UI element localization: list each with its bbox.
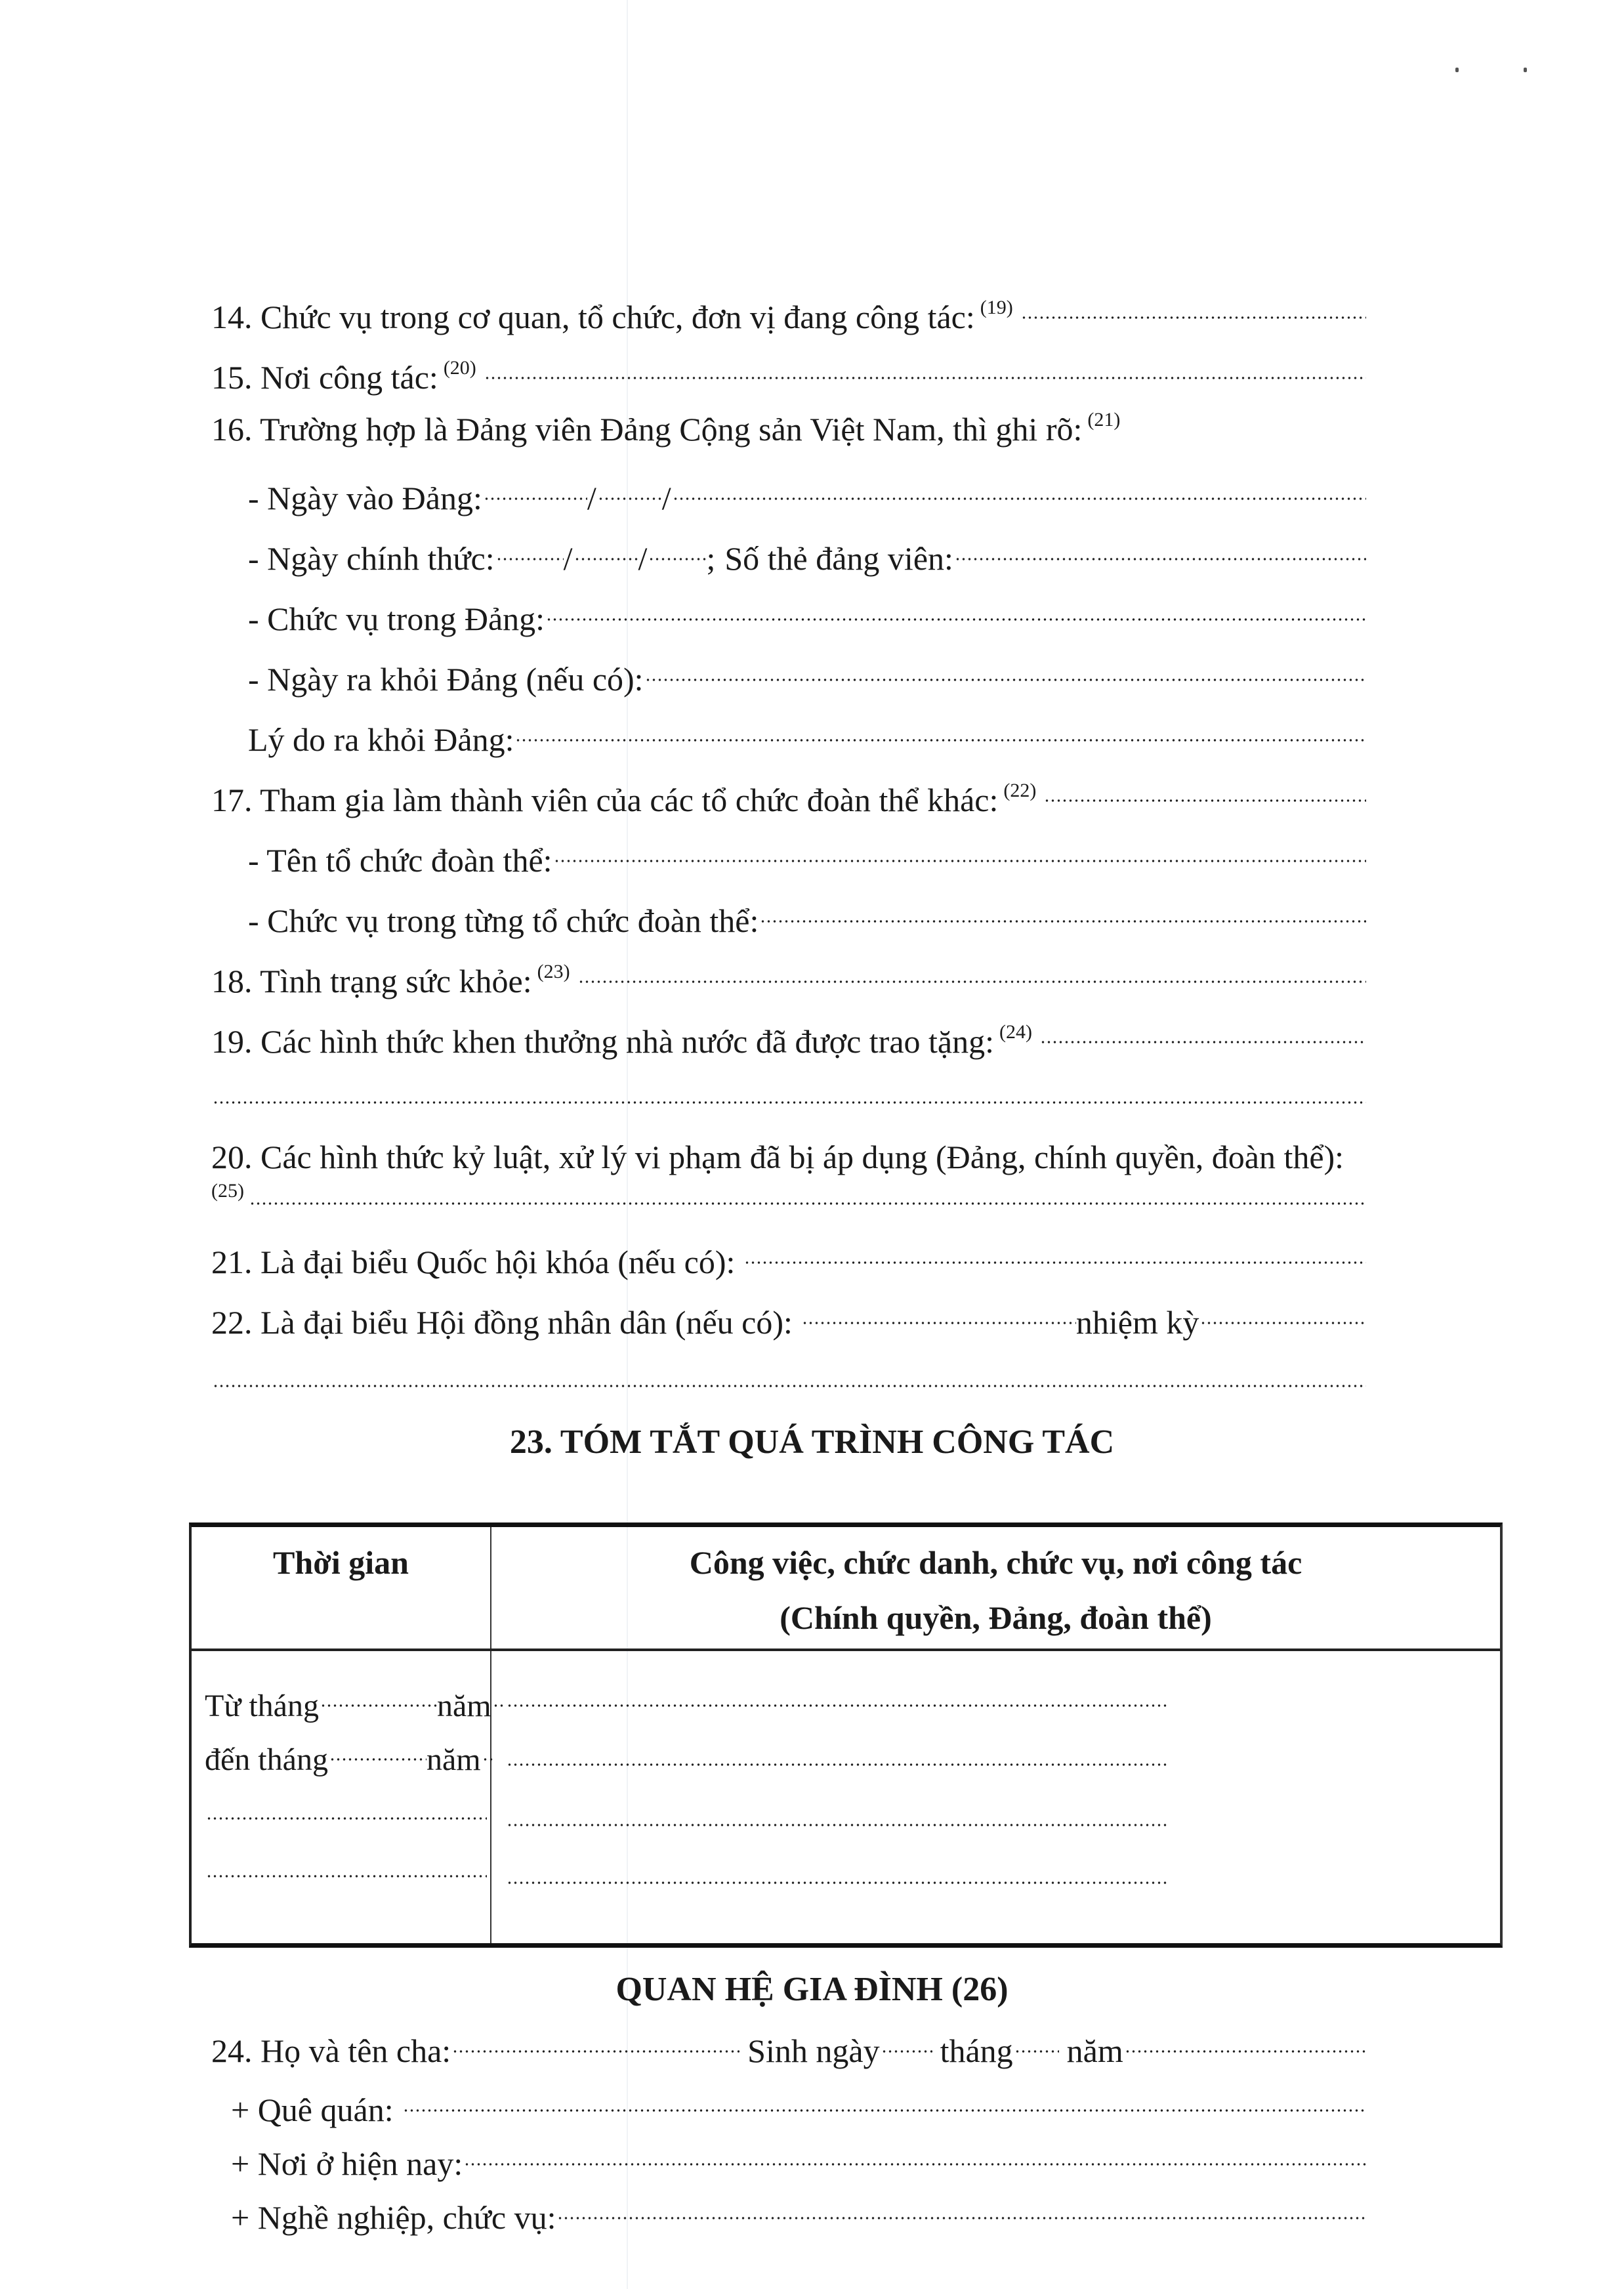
fill-line[interactable] [211,1074,1366,1113]
fill-line[interactable] [205,1847,487,1887]
fill-line[interactable] [505,1736,1168,1775]
fill-line[interactable] [505,1796,1168,1836]
field-17-org-position [248,892,1366,939]
field-24-hometown [231,2082,1366,2128]
field-label: 21. Là đại biểu Quốc hội khóa (nếu có): [211,1244,736,1280]
field-22-continued [211,1357,1366,1396]
field-20-discipline [211,1137,1366,1177]
fill-father-name[interactable] [451,2023,739,2062]
fill-line[interactable] [759,892,1366,932]
field-label: 18. Tình trạng sức khỏe: [211,963,532,999]
field-label: tháng [940,2032,1013,2069]
section-title-work-history: 23. TÓM TẮT QUÁ TRÌNH CÔNG TÁC [509,1423,1115,1461]
footnote-ref: (24) [999,1021,1032,1043]
field-label: + Nghề nghiệp, chức vụ: [231,2199,556,2236]
fill-line[interactable] [514,711,1366,751]
column-header-work: Công việc, chức danh, chức vụ, nơi công tác [689,1544,1302,1581]
fill-line[interactable] [483,349,1366,388]
field-16-leave-date [248,651,1366,698]
field-14-position [211,289,1366,335]
field-label: - Chức vụ trong từng tổ chức đoàn thể: [248,902,759,939]
field-19-awards [211,1013,1366,1060]
field-21-national-assembly [211,1234,1366,1280]
field-18-health [211,953,1366,999]
field-label: - Chức vụ trong Đảng: [248,600,545,637]
field-label: 22. Là đại biểu Hội đồng nhân dân (nếu có): [211,1304,793,1341]
field-16-leave-reason [248,711,1366,758]
field-24-father [211,2023,1366,2069]
fill-line[interactable] [556,2189,1366,2229]
field-label: nhiệm kỳ [1075,1304,1199,1341]
fill-day[interactable] [495,530,564,570]
fill-line[interactable] [505,1677,1168,1716]
scan-speck [1455,68,1459,72]
field-label: năm [1066,2032,1123,2069]
fill-line[interactable] [248,1175,1366,1214]
fill-year[interactable] [671,470,1366,509]
row-work-blank [505,1736,1168,1775]
fill-line[interactable] [1039,1013,1366,1053]
fill-month[interactable] [573,530,638,570]
field-16-join-date [248,470,1366,516]
fill-month[interactable] [596,470,662,509]
field-label: Sinh ngày [747,2032,880,2069]
column-header-time: Thời gian [273,1544,409,1581]
field-16-party-member [211,410,1366,449]
date-separator: / [638,540,648,577]
field-label: 24. Họ và tên cha: [211,2032,451,2069]
date-separator: / [563,540,573,577]
field-label: + Nơi ở hiện nay: [231,2145,463,2182]
field-19-awards-continued [211,1074,1366,1113]
field-label: - Ngày vào Đảng: [248,480,482,516]
field-label: - Tên tổ chức đoàn thể: [248,842,552,879]
footnote-ref: (22) [1003,780,1037,801]
fill-day[interactable] [880,2023,932,2062]
footnote-ref: (25) [211,1180,244,1202]
fill-month[interactable] [1013,2023,1059,2062]
field-label: 20. Các hình thức kỷ luật, xử lý vi phạm đã bị áp dụng (Đảng, chính quyền, đoàn thể): [211,1139,1344,1175]
field-label: - Ngày ra khỏi Đảng (nếu có): [248,661,644,698]
header-divider [192,1648,1500,1651]
field-15-workplace [211,349,1366,396]
footnote-ref: (19) [980,297,1013,318]
field-label: 14. Chức vụ trong cơ quan, tổ chức, đơn vị đang công tác: [211,299,975,335]
date-separator: / [661,480,671,516]
fill-card-number[interactable] [953,530,1366,570]
fill-month[interactable] [328,1731,427,1770]
field-22-peoples-council [211,1294,1366,1341]
scan-speck [1524,68,1527,72]
fill-year[interactable] [647,530,706,570]
field-label: Số thẻ đảng viên: [724,540,953,577]
field-16-party-position [248,591,1366,637]
field-label: 17. Tham gia làm thành viên của các tổ chức đoàn thể khác: [211,782,999,818]
fill-line[interactable] [545,591,1366,630]
field-label: 15. Nơi công tác: [211,359,438,396]
fill-month[interactable] [319,1677,437,1716]
field-label: + Quê quán: [231,2091,394,2128]
row-work-blank [505,1854,1168,1893]
field-17-organizations [211,772,1366,818]
fill-year[interactable] [1123,2023,1366,2062]
separator: ; [706,540,716,577]
column-header-work-sub: (Chính quyền, Đảng, đoàn thể) [780,1599,1212,1636]
fill-line[interactable] [402,2082,1366,2121]
footnote-ref: (23) [537,961,570,982]
row-time-blank [205,1790,487,1829]
work-history-table [189,1522,1503,1948]
row-from [205,1677,491,1726]
fill-line[interactable] [743,1234,1366,1273]
cell-label: năm [436,1689,491,1723]
field-label: - Ngày chính thức: [248,540,495,577]
field-16-official-date [248,530,1366,577]
fill-line[interactable] [1043,772,1366,811]
field-24-occupation [231,2189,1366,2236]
fill-line[interactable] [463,2135,1366,2175]
cell-label: Từ tháng [205,1689,319,1723]
fill-line[interactable] [211,1357,1366,1396]
footnote-ref: (21) [1087,409,1121,430]
fill-line[interactable] [552,832,1366,872]
field-24-residence [231,2135,1366,2182]
row-work-blank [505,1796,1168,1836]
fill-term[interactable] [1199,1294,1366,1334]
cell-label: năm [426,1742,481,1777]
row-to [205,1731,480,1780]
field-label: 16. Trường hợp là Đảng viên Đảng Cộng sản Việt Nam, thì ghi rõ: [211,411,1083,448]
cell-label: đến tháng [205,1742,328,1777]
footnote-ref: (20) [443,357,476,379]
field-20-discipline-fill [211,1175,1366,1214]
field-label: 19. Các hình thức khen thưởng nhà nước đã được trao tặng: [211,1023,994,1060]
fill-line[interactable] [577,953,1366,992]
fill-year[interactable] [491,1677,505,1716]
row-work-blank [505,1677,1168,1716]
fill-line[interactable] [205,1790,487,1829]
field-17-org-name [248,832,1366,879]
fill-line[interactable] [505,1854,1168,1893]
fill-council[interactable] [801,1294,1076,1334]
section-title-family: QUAN HỆ GIA ĐÌNH (26) [615,1971,1009,2008]
fill-line[interactable] [644,651,1366,690]
field-label: Lý do ra khỏi Đảng: [248,721,514,758]
fill-day[interactable] [482,470,587,509]
date-separator: / [587,480,596,516]
row-time-blank [205,1847,487,1887]
fill-line[interactable] [1020,289,1366,328]
fill-year[interactable] [481,1731,494,1770]
